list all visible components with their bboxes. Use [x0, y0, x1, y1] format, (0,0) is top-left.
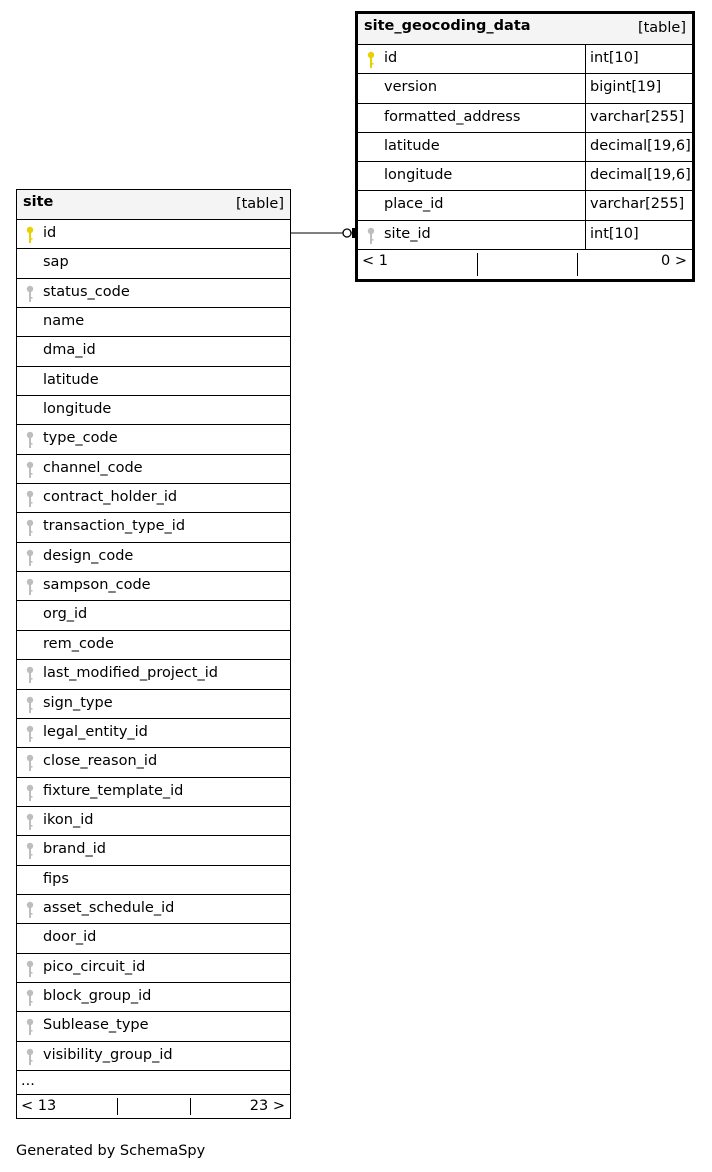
column-row[interactable] [17, 660, 290, 689]
column-row[interactable] [17, 954, 290, 983]
column-name: sap [43, 254, 69, 271]
column-name: block_group_id [43, 987, 152, 1004]
foreign-key-icon [25, 842, 35, 860]
table-header[interactable] [358, 14, 692, 45]
column-name: visibility_group_id [43, 1046, 173, 1063]
column-name: pico_circuit_id [43, 958, 146, 975]
column-name: type_code [43, 430, 118, 447]
column-name: latitude [43, 371, 99, 388]
ellipsis-text: ... [21, 1072, 35, 1089]
foreign-key-icon [25, 431, 35, 449]
foreign-key-icon [25, 666, 35, 684]
foreign-key-icon [25, 901, 35, 919]
foreign-key-icon [25, 989, 35, 1007]
column-name: status_code [43, 283, 130, 300]
column-name: org_id [43, 606, 88, 623]
column-row[interactable] [17, 455, 290, 484]
column-row[interactable] [17, 572, 290, 601]
zero-cardinality-marker [343, 229, 351, 237]
table-site[interactable] [16, 189, 291, 1119]
children-count[interactable]: 0 > [661, 253, 687, 270]
column-name: channel_code [43, 459, 143, 476]
column-name: brand_id [43, 841, 106, 858]
column-name: latitude [384, 137, 440, 154]
column-row[interactable] [17, 924, 290, 953]
column-name: id [384, 50, 398, 66]
column-row[interactable] [17, 279, 290, 308]
foreign-key-icon [25, 549, 35, 567]
column-name: door_id [43, 929, 97, 946]
column-row[interactable] [17, 983, 290, 1012]
column-type: decimal[19,6] [585, 133, 692, 161]
footer-divider [477, 253, 478, 276]
foreign-key-icon [25, 285, 35, 303]
column-row[interactable] [17, 601, 290, 630]
column-row[interactable] [17, 249, 290, 278]
column-row[interactable] [17, 425, 290, 454]
column-name: sampson_code [43, 577, 151, 594]
foreign-key-icon [25, 725, 35, 743]
column-name: id [43, 225, 57, 241]
column-row[interactable] [17, 308, 290, 337]
column-row[interactable] [17, 1042, 290, 1071]
table-type-label: [table] [235, 196, 284, 212]
foreign-key-icon [25, 490, 35, 508]
foreign-key-icon [25, 519, 35, 537]
foreign-key-icon [25, 578, 35, 596]
column-name: place_id [384, 196, 444, 213]
column-type: int[10] [585, 221, 692, 249]
column-name: design_code [43, 547, 134, 564]
column-row[interactable] [17, 631, 290, 660]
primary-key-icon [25, 226, 35, 244]
column-name: rem_code [43, 635, 114, 652]
column-name: site_id [384, 225, 431, 242]
column-row[interactable] [358, 74, 692, 103]
column-row[interactable] [358, 191, 692, 220]
column-row[interactable] [17, 895, 290, 924]
column-type: decimal[19,6] [585, 162, 692, 190]
column-type: varchar[255] [585, 104, 692, 132]
table-name: site_geocoding_data [364, 18, 531, 34]
column-name: ikon_id [43, 811, 94, 828]
column-name: formatted_address [384, 108, 521, 125]
column-name: fips [43, 870, 69, 887]
column-name: close_reason_id [43, 753, 158, 770]
table-site-geocoding-data[interactable] [355, 11, 695, 282]
footer-divider [577, 253, 578, 276]
foreign-key-icon [25, 960, 35, 978]
column-row[interactable] [358, 221, 692, 250]
column-name: longitude [384, 167, 453, 184]
column-name: asset_schedule_id [43, 899, 175, 916]
foreign-key-icon [25, 461, 35, 479]
column-row[interactable] [17, 543, 290, 572]
children-count[interactable]: 23 > [249, 1097, 285, 1114]
column-type: int[10] [585, 45, 692, 73]
column-row[interactable] [358, 162, 692, 191]
more-columns-indicator [17, 1071, 290, 1095]
foreign-key-icon [25, 1048, 35, 1066]
foreign-key-icon [366, 227, 376, 245]
column-name: dma_id [43, 342, 96, 359]
parents-count[interactable]: < 1 [362, 253, 388, 270]
table-name: site [23, 194, 54, 210]
column-row[interactable] [17, 748, 290, 777]
generated-by-text: Generated by SchemaSpy [16, 1143, 206, 1159]
primary-key-icon [366, 51, 376, 69]
column-name: longitude [43, 401, 112, 418]
column-row[interactable] [17, 484, 290, 513]
column-row[interactable] [17, 396, 290, 425]
footer-divider [117, 1098, 118, 1115]
column-row[interactable] [17, 1012, 290, 1041]
foreign-key-icon [25, 696, 35, 714]
column-row[interactable] [17, 866, 290, 895]
column-name: version [384, 79, 438, 96]
foreign-key-icon [25, 1018, 35, 1036]
table-header[interactable] [17, 190, 290, 220]
column-name: legal_entity_id [43, 723, 148, 740]
column-row[interactable] [17, 220, 290, 249]
column-row[interactable] [17, 337, 290, 366]
footer-divider [190, 1098, 191, 1115]
table-footer [17, 1095, 290, 1118]
column-type: bigint[19] [585, 74, 692, 102]
column-name: last_modified_project_id [43, 665, 218, 682]
parents-count[interactable]: < 13 [21, 1097, 57, 1114]
column-row[interactable] [17, 836, 290, 865]
column-name: contract_holder_id [43, 489, 178, 506]
foreign-key-icon [25, 813, 35, 831]
column-name: name [43, 313, 85, 330]
column-row[interactable] [17, 778, 290, 807]
column-row[interactable] [17, 807, 290, 836]
table-type-label: [table] [637, 20, 686, 36]
column-row[interactable] [358, 104, 692, 133]
column-name: fixture_template_id [43, 782, 184, 799]
column-row[interactable] [17, 690, 290, 719]
column-name: Sublease_type [43, 1017, 149, 1034]
column-row[interactable] [17, 719, 290, 748]
column-name: transaction_type_id [43, 518, 186, 535]
column-row[interactable] [358, 133, 692, 162]
column-row[interactable] [17, 513, 290, 542]
table-footer [358, 250, 692, 279]
column-row[interactable] [17, 367, 290, 396]
column-row[interactable] [358, 45, 692, 74]
foreign-key-icon [25, 754, 35, 772]
column-type: varchar[255] [585, 191, 692, 219]
column-name: sign_type [43, 694, 113, 711]
foreign-key-icon [25, 784, 35, 802]
